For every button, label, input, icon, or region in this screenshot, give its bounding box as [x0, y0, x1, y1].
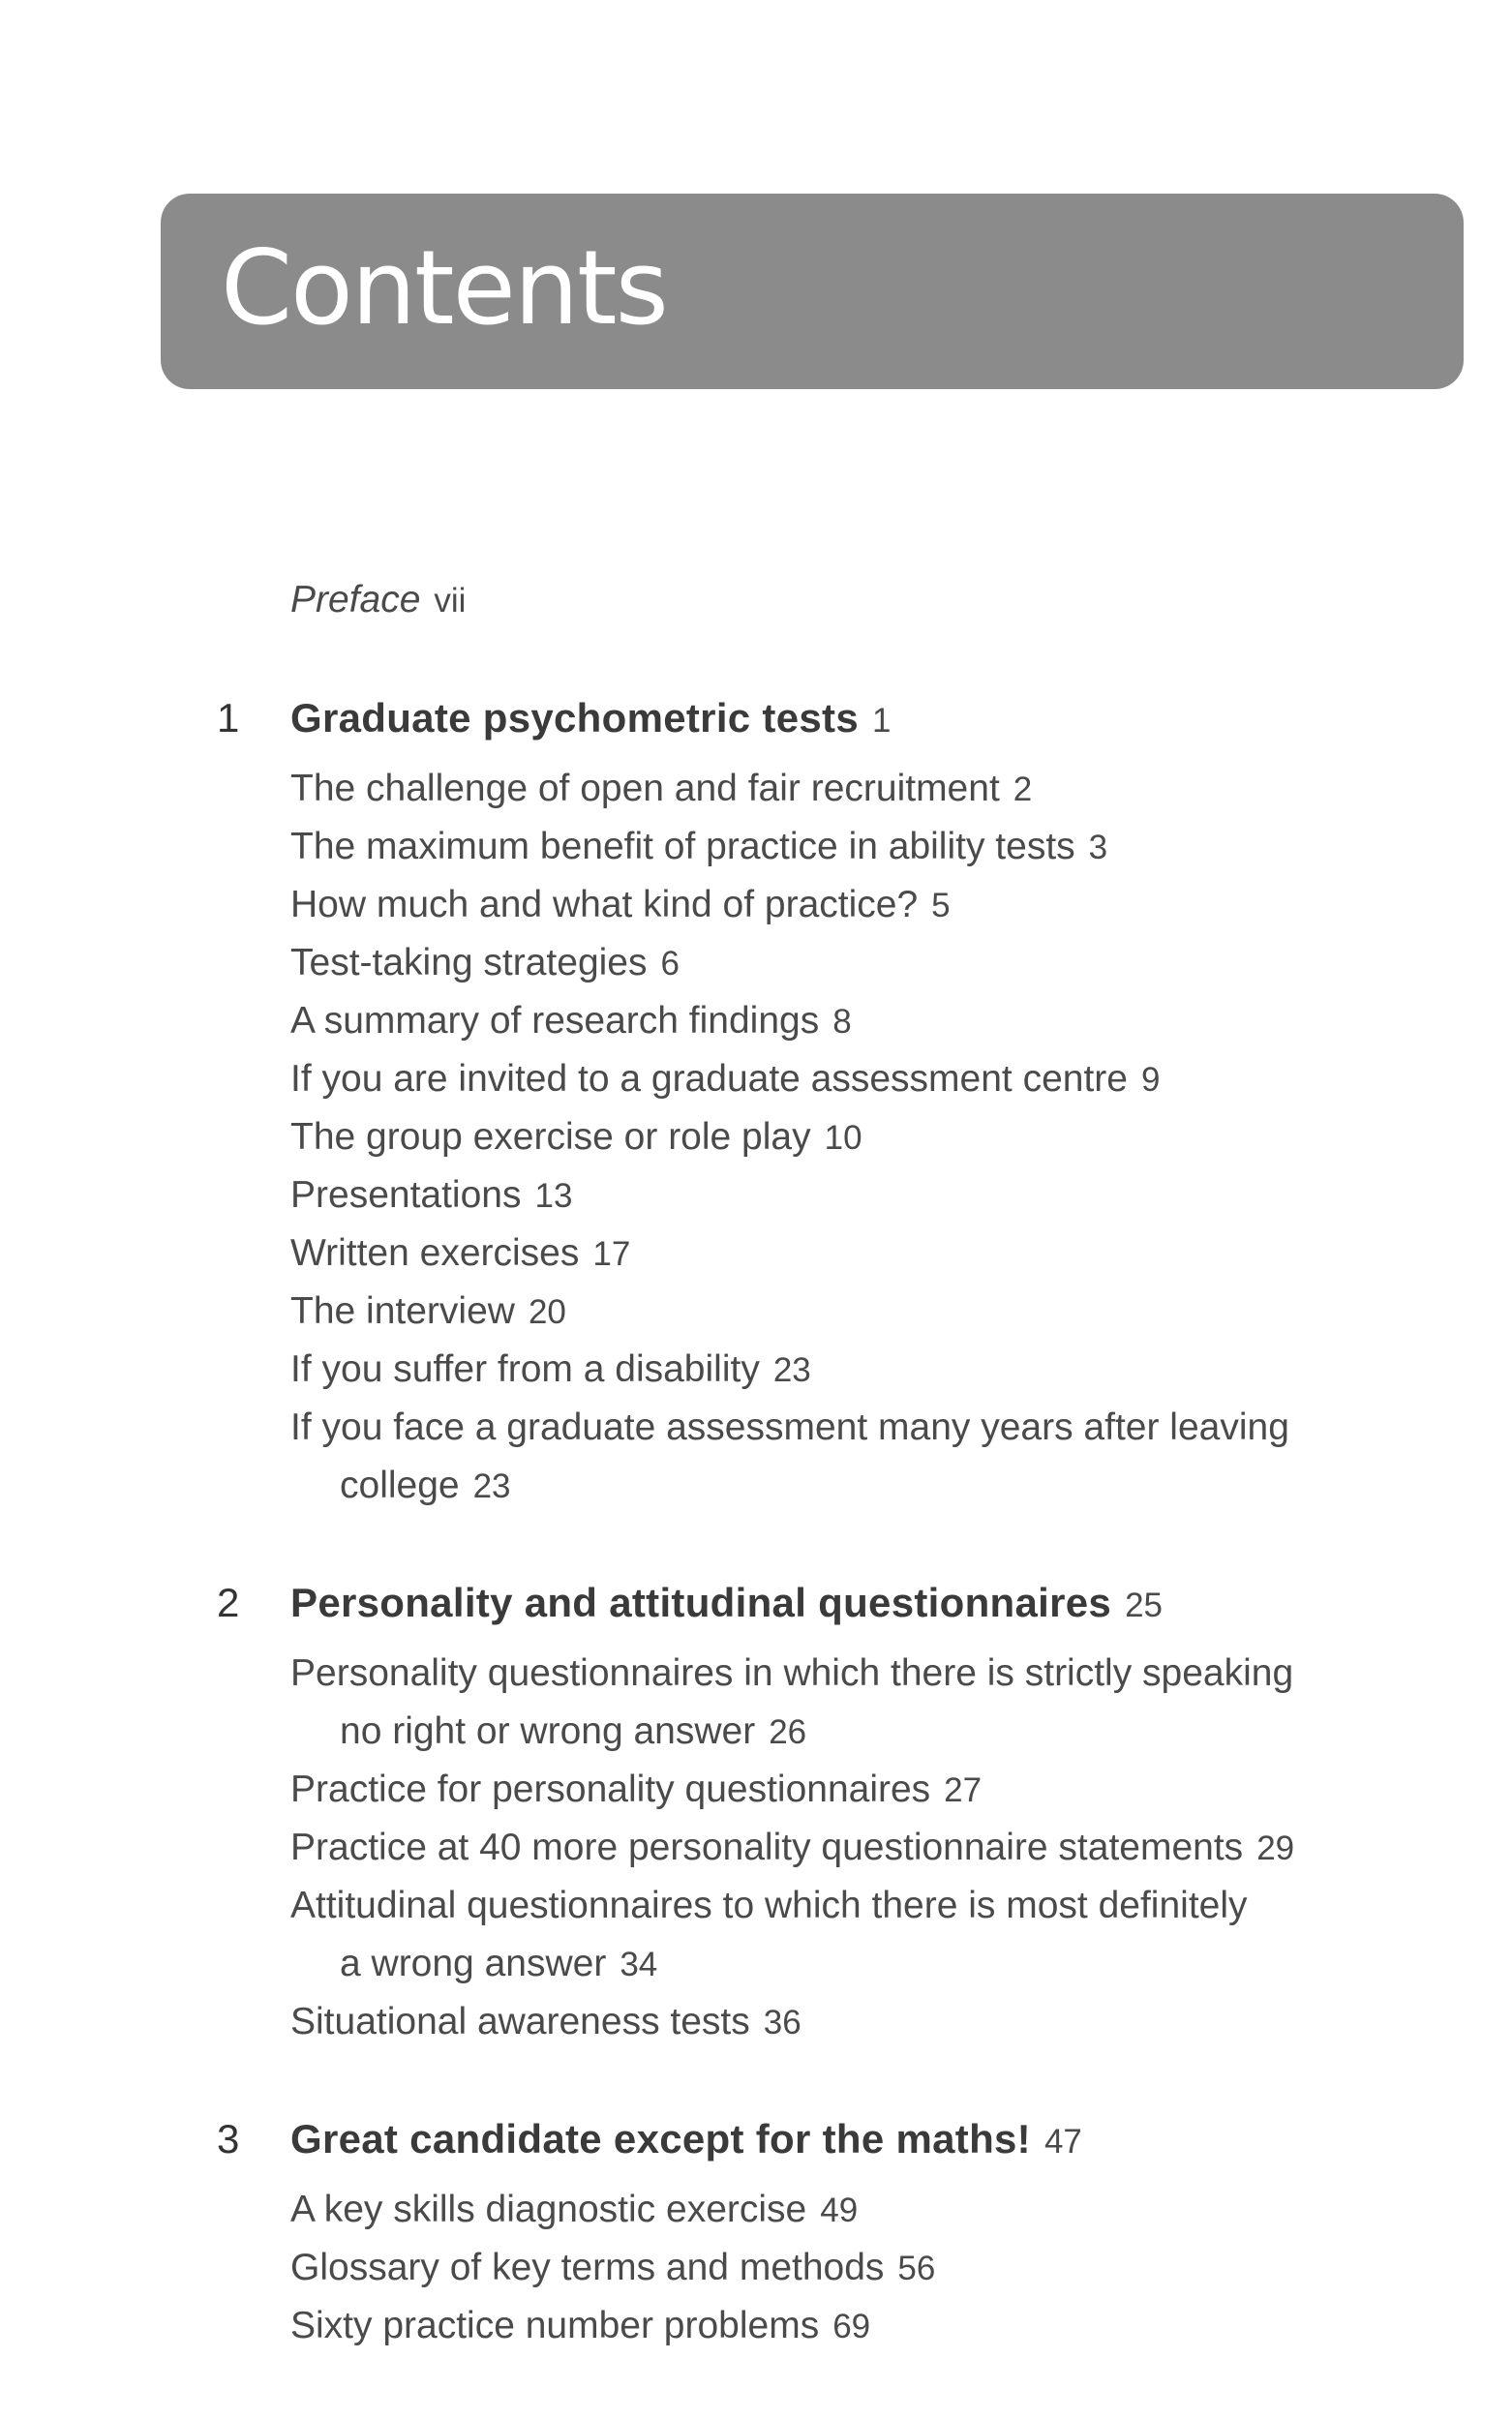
chapter-number: 2: [217, 1580, 240, 1625]
entry-title: The maximum benefit of practice in ability tests: [290, 826, 1075, 867]
toc-entry[interactable]: [290, 1877, 1248, 1935]
toc-entry[interactable]: [290, 1108, 862, 1167]
entry-title-continued: college: [340, 1465, 460, 1506]
chapter-number: 3: [217, 2116, 240, 2162]
entry-title: How much and what kind of practice?: [290, 884, 919, 925]
entry-title: Presentations: [290, 1174, 522, 1216]
page-number: 10: [824, 1119, 862, 1157]
toc-entry[interactable]: [290, 1399, 1289, 1457]
toc-entry[interactable]: [290, 2297, 870, 2356]
chapter-title: Personality and attitudinal questionnaires: [290, 1580, 1112, 1625]
chapter-heading[interactable]: [217, 2110, 1082, 2171]
page-number: 1: [871, 702, 892, 740]
page-number: 23: [772, 1351, 811, 1389]
toc-entry[interactable]: [290, 1993, 801, 2052]
page-number: 23: [472, 1467, 511, 1505]
toc-entry[interactable]: [290, 1819, 1294, 1878]
page-number: 27: [944, 1771, 983, 1809]
entry-title: Written exercises: [290, 1232, 580, 1274]
toc-entry[interactable]: [290, 1341, 811, 1400]
toc-entry[interactable]: [290, 1225, 630, 1284]
toc-entry[interactable]: [290, 1166, 572, 1225]
page-number: 69: [832, 2308, 871, 2345]
entry-title: If you face a graduate assessment many years after leaving: [290, 1406, 1289, 1448]
chapter-heading[interactable]: [217, 1574, 1163, 1635]
page-number: 9: [1141, 1061, 1161, 1099]
contents-banner: [161, 194, 1464, 389]
toc-entry[interactable]: [290, 1050, 1160, 1109]
toc-entry[interactable]: [290, 934, 680, 993]
toc-entry[interactable]: [290, 876, 951, 935]
page-number: 20: [528, 1293, 566, 1331]
page-number: 36: [763, 2004, 801, 2041]
toc-entry[interactable]: [290, 992, 852, 1051]
entry-title: Situational awareness tests: [290, 2001, 750, 2042]
page-number: 34: [620, 1946, 658, 1983]
page-number: 3: [1088, 829, 1108, 866]
page-number: 25: [1125, 1587, 1164, 1624]
page-number: vii: [434, 582, 467, 620]
entry-title: Sixty practice number problems: [290, 2305, 820, 2346]
page-title: Contents: [221, 228, 667, 348]
page-number: 17: [592, 1235, 631, 1273]
entry-title: A summary of research findings: [290, 1000, 820, 1042]
chapter-heading[interactable]: [217, 689, 891, 750]
entry-title: Personality questionnaires in which there is strictly speaking: [290, 1652, 1294, 1694]
preface-label: Preface: [290, 579, 421, 620]
entry-title: If you are invited to a graduate assessment centre: [290, 1058, 1128, 1100]
entry-title: If you suffer from a disability: [290, 1348, 760, 1390]
chapter-number: 1: [217, 695, 240, 741]
toc-entry-continuation[interactable]: [340, 1703, 806, 1762]
entry-title: Test-taking strategies: [290, 942, 648, 983]
page-number: 6: [660, 945, 680, 983]
toc-entry[interactable]: [290, 2239, 935, 2298]
page-number: 5: [931, 887, 951, 924]
page-number: 2: [1013, 771, 1033, 808]
page-number: 13: [534, 1177, 573, 1215]
page-number: 26: [769, 1713, 807, 1751]
entry-title-continued: no right or wrong answer: [340, 1710, 756, 1752]
page-number: 56: [897, 2250, 936, 2287]
entry-title: The challenge of open and fair recruitment: [290, 768, 1000, 809]
page-number: 49: [820, 2192, 859, 2229]
toc-preface[interactable]: [290, 571, 466, 630]
toc-entry[interactable]: [290, 1645, 1293, 1703]
toc-entry[interactable]: [290, 1283, 566, 1342]
entry-title: Practice for personality questionnaires: [290, 1769, 931, 1810]
entry-title: The group exercise or role play: [290, 1116, 811, 1158]
toc-entry[interactable]: [290, 2181, 858, 2240]
entry-title: Practice at 40 more personality questionnaire statements: [290, 1827, 1244, 1868]
toc-entry[interactable]: [290, 818, 1107, 877]
toc-entry[interactable]: [290, 1761, 982, 1820]
page-number: 29: [1256, 1829, 1295, 1867]
entry-title: Attitudinal questionnaires to which there is most definitely: [290, 1885, 1248, 1926]
chapter-title: Graduate psychometric tests: [290, 695, 859, 741]
toc-entry[interactable]: [290, 760, 1032, 819]
entry-title: The interview: [290, 1290, 515, 1332]
entry-title: Glossary of key terms and methods: [290, 2247, 885, 2288]
toc-entry-continuation[interactable]: [340, 1935, 657, 1994]
page-number: 8: [832, 1003, 852, 1041]
page-number: 47: [1043, 2123, 1082, 2161]
toc-entry-continuation[interactable]: [340, 1457, 511, 1516]
entry-title: A key skills diagnostic exercise: [290, 2189, 807, 2230]
entry-title-continued: a wrong answer: [340, 1943, 607, 1984]
chapter-title: Great candidate except for the maths!: [290, 2116, 1031, 2162]
